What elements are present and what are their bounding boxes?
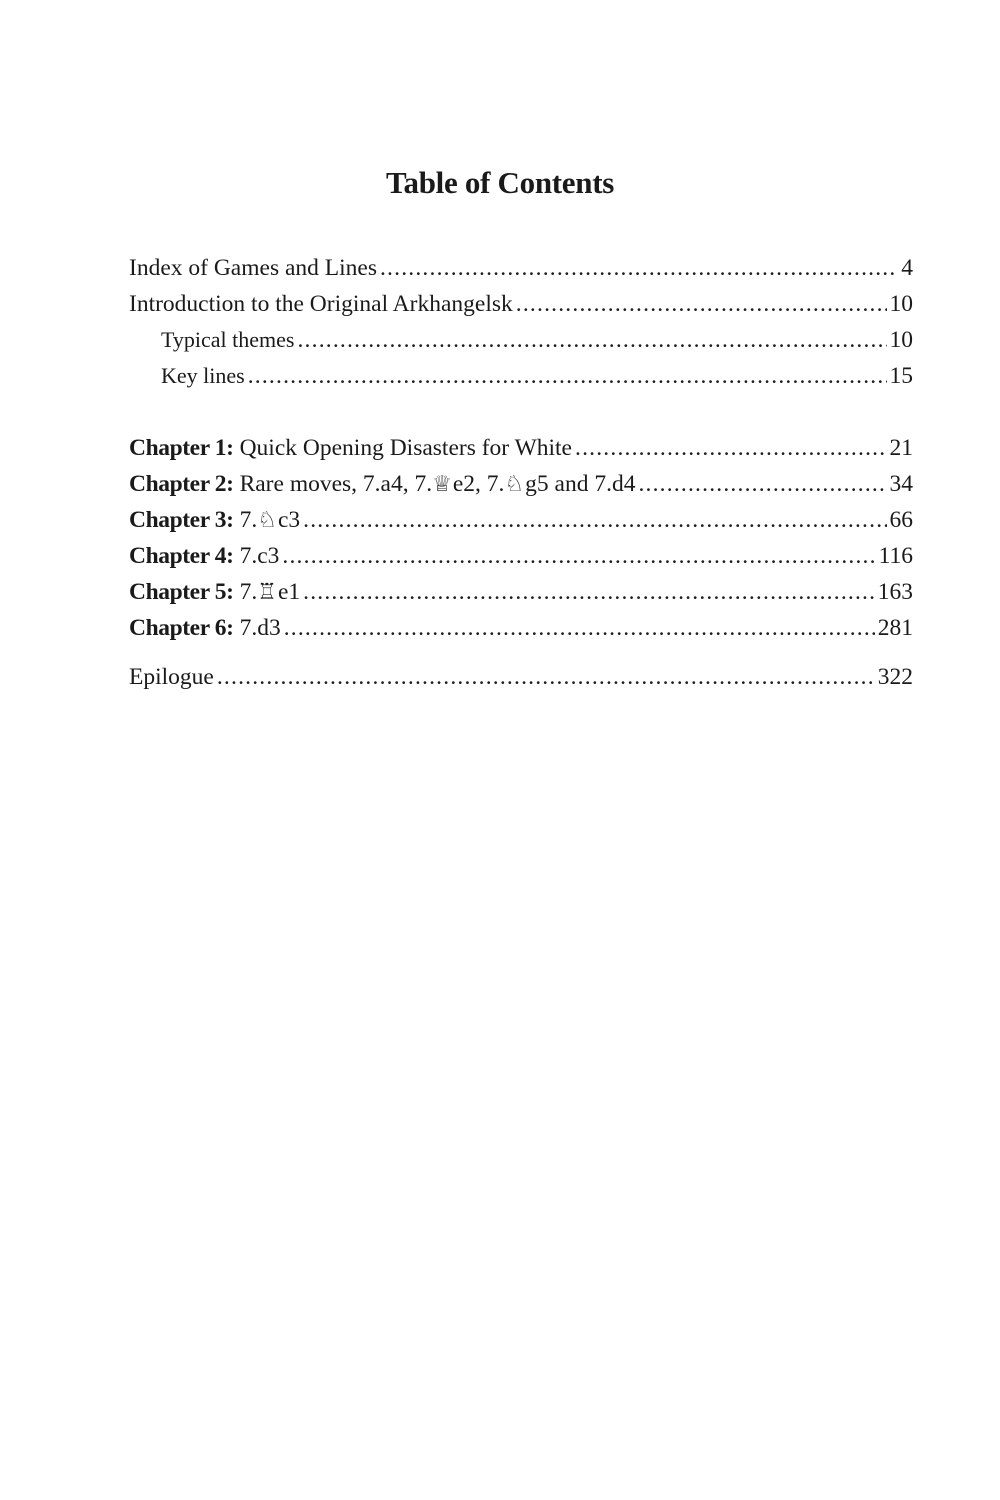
chapter-title-part: c3 bbox=[277, 507, 301, 533]
toc-entry-title: Index of Games and Lines bbox=[129, 255, 377, 281]
dot-leader bbox=[297, 322, 886, 358]
toc-page-number: 15 bbox=[889, 363, 913, 389]
chapter-title: Quick Opening Disasters for White bbox=[239, 435, 572, 461]
dot-leader bbox=[303, 574, 875, 610]
toc-entry-epilogue[interactable] bbox=[129, 659, 913, 695]
toc-page-number: 163 bbox=[877, 579, 913, 605]
toc-page-number: 10 bbox=[889, 327, 913, 353]
toc-page-number: 10 bbox=[889, 291, 913, 317]
chapter-label: Chapter 5: bbox=[129, 579, 234, 605]
dot-leader bbox=[282, 538, 875, 574]
toc-entry-title: Epilogue bbox=[129, 664, 214, 690]
toc-page-number: 116 bbox=[878, 543, 913, 569]
chapter-label: Chapter 6: bbox=[129, 615, 234, 641]
dot-leader bbox=[217, 659, 875, 695]
toc-chapter-4[interactable] bbox=[129, 538, 913, 574]
chapter-title-part: 7. bbox=[239, 579, 258, 605]
toc-chapter-6[interactable] bbox=[129, 610, 913, 646]
chapter-label: Chapter 4: bbox=[129, 543, 234, 569]
chapter-label: Chapter 3: bbox=[129, 507, 234, 533]
toc-entry-title: Typical themes bbox=[161, 327, 295, 352]
toc-entry-index[interactable] bbox=[129, 250, 913, 286]
chapter-title: 7.d3 bbox=[239, 615, 281, 641]
dot-leader bbox=[516, 286, 887, 322]
toc-page-number: 322 bbox=[877, 664, 913, 690]
toc-entry-title: Key lines bbox=[161, 363, 245, 388]
chapter-title-part: 7. bbox=[239, 507, 258, 533]
white-knight-icon: ♘ bbox=[504, 472, 525, 497]
chapter-title-part: e2, 7. bbox=[452, 471, 505, 497]
toc-chapter-3[interactable] bbox=[129, 502, 913, 538]
toc-chapter-1[interactable] bbox=[129, 430, 913, 466]
chapter-title-part: g5 and 7.d4 bbox=[525, 471, 636, 497]
dot-leader bbox=[638, 466, 886, 502]
dot-leader bbox=[575, 430, 887, 466]
chapter-title bbox=[240, 466, 636, 502]
chapter-title-part: e1 bbox=[277, 579, 301, 605]
white-rook-icon: ♖ bbox=[257, 580, 277, 605]
toc-chapter-5[interactable] bbox=[129, 574, 913, 610]
chapter-title bbox=[240, 502, 301, 538]
toc-page-number: 21 bbox=[889, 435, 913, 461]
toc-entry-typical-themes[interactable] bbox=[129, 322, 913, 358]
dot-leader bbox=[303, 502, 886, 538]
toc-chapter-2[interactable] bbox=[129, 466, 913, 502]
toc-entry-introduction[interactable] bbox=[129, 286, 913, 322]
toc-page-number: 4 bbox=[901, 255, 913, 281]
toc-page-number: 281 bbox=[877, 615, 913, 641]
toc-page-number: 34 bbox=[889, 471, 913, 497]
toc-entry-key-lines[interactable] bbox=[129, 358, 913, 394]
dot-leader bbox=[284, 610, 875, 646]
white-knight-icon: ♘ bbox=[257, 508, 277, 533]
table-of-contents bbox=[129, 250, 913, 695]
white-queen-icon: ♕ bbox=[432, 472, 452, 497]
chapter-label: Chapter 1: bbox=[129, 435, 234, 461]
toc-page-number: 66 bbox=[889, 507, 913, 533]
chapter-title-part: Rare moves, 7.a4, 7. bbox=[239, 471, 433, 497]
dot-leader bbox=[248, 358, 887, 394]
chapter-title: 7.c3 bbox=[239, 543, 280, 569]
chapter-label: Chapter 2: bbox=[129, 471, 234, 497]
chapter-title bbox=[240, 574, 301, 610]
page-title: Table of Contents bbox=[385, 164, 614, 200]
dot-leader bbox=[380, 250, 898, 286]
toc-entry-title: Introduction to the Original Arkhangelsk bbox=[129, 291, 513, 317]
